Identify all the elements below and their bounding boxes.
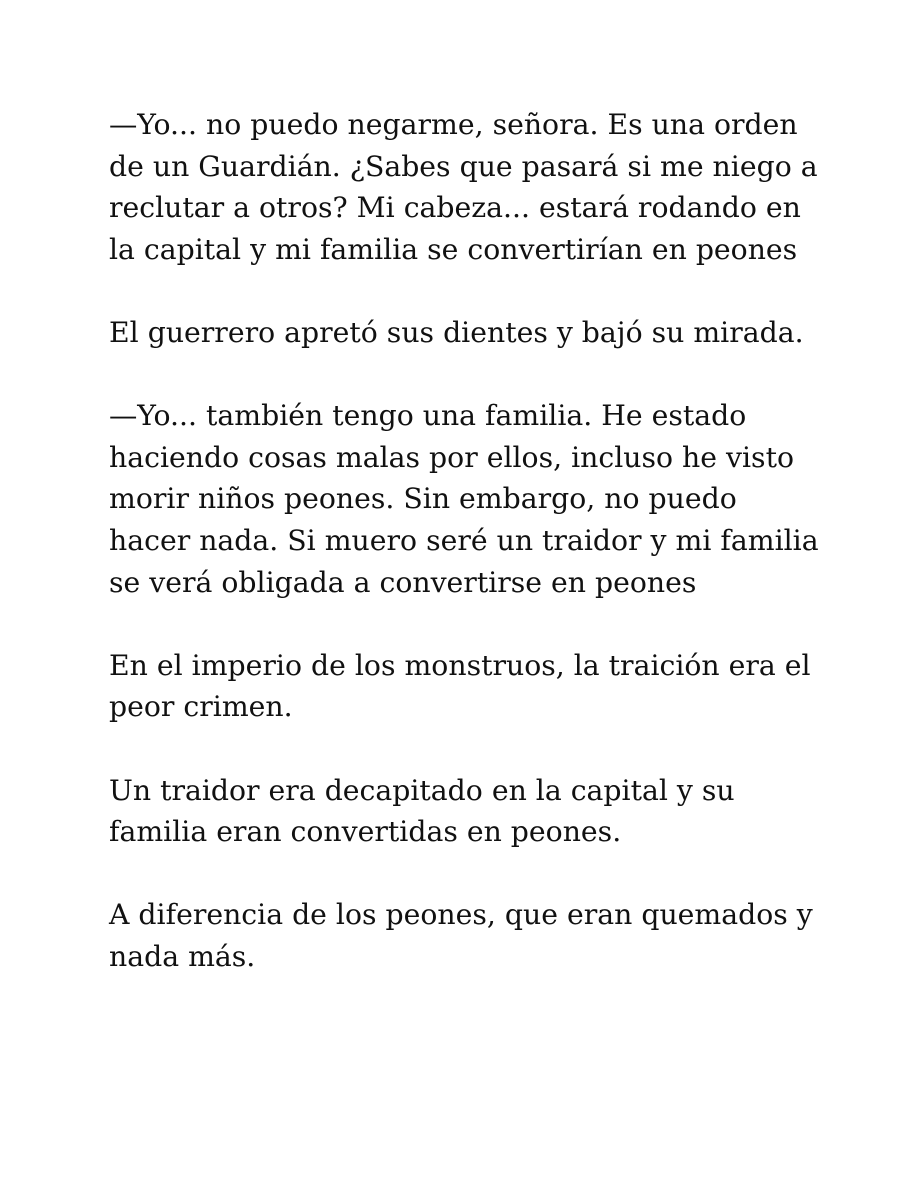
narration-paragraph: En el imperio de los monstruos, la traición era el peor crimen.: [109, 648, 811, 724]
narration-paragraph: El guerrero apretó sus dientes y bajó su mirada.: [109, 315, 804, 349]
dialogue-paragraph: —Yo... no puedo negarme, señora. Es una orden de un Guardián. ¿Sabes que pasará si me niego a reclutar a otros? Mi cabeza... estará rodando en la capital y mi familia se convertirían en peones: [109, 108, 818, 266]
dialogue-paragraph: —Yo... también tengo una familia. He estado haciendo cosas malas por ellos, incluso he visto morir niños peones. Sin embargo, no puedo hacer nada. Si muero seré un traidor y mi familia se verá obligada a convertirse en peones: [109, 399, 819, 599]
narration-paragraph: A diferencia de los peones, que eran quemados y nada más.: [109, 898, 813, 973]
narration-paragraph: Un traidor era decapitado en la capital y su familia eran convertidas en peones.: [109, 773, 735, 849]
